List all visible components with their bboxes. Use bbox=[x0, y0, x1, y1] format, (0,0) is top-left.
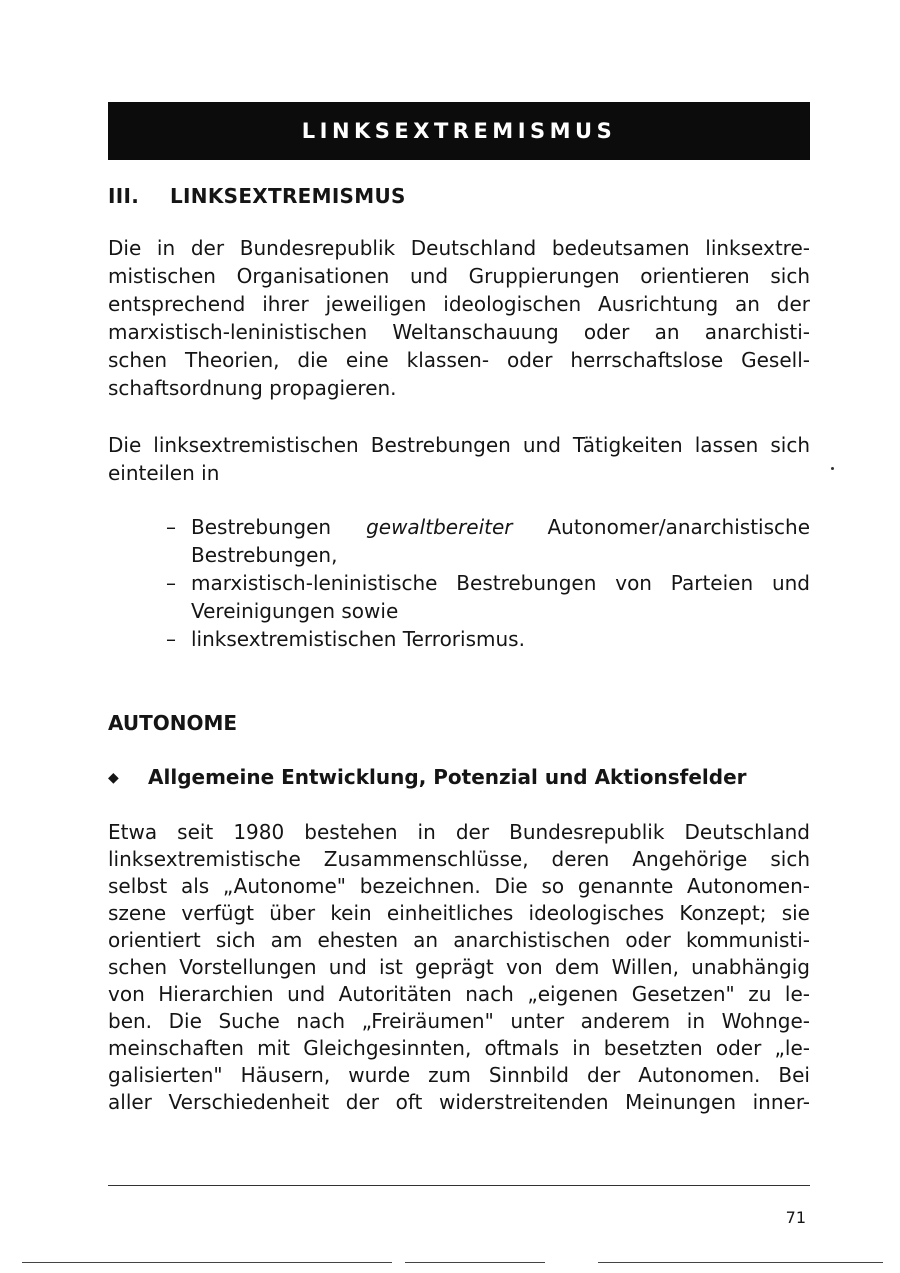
scan-speck bbox=[831, 467, 834, 470]
list-item-text: Autonomer/anarchistische bbox=[512, 515, 810, 539]
section-heading bbox=[108, 184, 406, 208]
scan-edge-line bbox=[22, 1262, 392, 1263]
autonome-paragraph bbox=[108, 819, 810, 1116]
list-item bbox=[166, 513, 810, 569]
chapter-banner bbox=[108, 102, 810, 160]
list-item-line: linksextremistischen Terrorismus. bbox=[191, 627, 525, 651]
paragraph-line: Die linksextremistischen Bestrebungen und Tätigkeiten lassen sich bbox=[108, 433, 810, 457]
list-item-line: Vereinigungen sowie bbox=[191, 599, 399, 623]
paragraph-line: schen Theorien, die eine klassen- oder herrschaftslose Gesell- bbox=[108, 348, 810, 372]
section-title: LINKSEXTREMISMUS bbox=[170, 184, 406, 208]
paragraph-line: von Hierarchien und Autoritäten nach „eigenen Gesetzen" zu le- bbox=[108, 982, 810, 1006]
list-item-line: marxistisch-leninistische Bestrebungen von Parteien und bbox=[191, 571, 810, 595]
footer-divider bbox=[108, 1185, 810, 1186]
scan-edge-line bbox=[598, 1262, 883, 1263]
subsubheading-title: Allgemeine Entwicklung, Potenzial und Aktionsfelder bbox=[148, 765, 747, 789]
paragraph-line: Die in der Bundesrepublik Deutschland bedeutsamen linksextre- bbox=[108, 236, 810, 260]
paragraph-line: galisierten" Häusern, wurde zum Sinnbild der Autonomen. Bei bbox=[108, 1063, 810, 1087]
intro-paragraph bbox=[108, 234, 810, 402]
paragraph-line: ben. Die Suche nach „Freiräumen" unter anderem in Wohnge- bbox=[108, 1009, 810, 1033]
list-dash: – bbox=[166, 571, 176, 595]
diamond-bullet-icon: ◆ bbox=[108, 770, 119, 786]
einteilen-paragraph bbox=[108, 431, 810, 487]
paragraph-line: schen Vorstellungen und ist geprägt von dem Willen, unabhängig bbox=[108, 955, 810, 979]
subsubheading bbox=[108, 765, 810, 789]
paragraph-line: einteilen in bbox=[108, 461, 220, 485]
subheading-autonome: AUTONOME bbox=[108, 711, 238, 735]
paragraph-line: marxistisch-leninistischen Weltanschauung oder an anarchisti- bbox=[108, 320, 810, 344]
category-list bbox=[166, 513, 810, 653]
chapter-banner-title: LINKSEXTREMISMUS bbox=[301, 119, 617, 143]
paragraph-line: szene verfügt über kein einheitliches ideologisches Konzept; sie bbox=[108, 901, 810, 925]
list-item bbox=[166, 625, 810, 653]
paragraph-line: meinschaften mit Gleichgesinnten, oftmals in besetzten oder „le- bbox=[108, 1036, 810, 1060]
scan-edge-line bbox=[405, 1262, 545, 1263]
document-page bbox=[108, 0, 810, 1273]
list-item-line bbox=[191, 513, 810, 541]
page-number: 71 bbox=[785, 1208, 806, 1227]
list-item-emphasis: gewaltbereiter bbox=[366, 515, 513, 539]
section-number: III. bbox=[108, 184, 140, 208]
paragraph-line: selbst als „Autonome" bezeichnen. Die so genannte Autonomen- bbox=[108, 874, 810, 898]
paragraph-line: mistischen Organisationen und Gruppierungen orientieren sich bbox=[108, 264, 810, 288]
paragraph-line: Etwa seit 1980 bestehen in der Bundesrepublik Deutschland bbox=[108, 820, 810, 844]
list-item-line: Bestrebungen, bbox=[191, 543, 338, 567]
paragraph-line: schaftsordnung propagieren. bbox=[108, 376, 397, 400]
list-item bbox=[166, 569, 810, 625]
paragraph-line: aller Verschiedenheit der oft widerstreitenden Meinungen inner- bbox=[108, 1090, 810, 1114]
list-dash: – bbox=[166, 627, 176, 651]
list-item-text: Bestrebungen bbox=[191, 515, 367, 539]
paragraph-line: entsprechend ihrer jeweiligen ideologischen Ausrichtung an der bbox=[108, 292, 810, 316]
list-dash: – bbox=[166, 515, 176, 539]
paragraph-line: orientiert sich am ehesten an anarchistischen oder kommunisti- bbox=[108, 928, 810, 952]
paragraph-line: linksextremistische Zusammenschlüsse, deren Angehörige sich bbox=[108, 847, 810, 871]
